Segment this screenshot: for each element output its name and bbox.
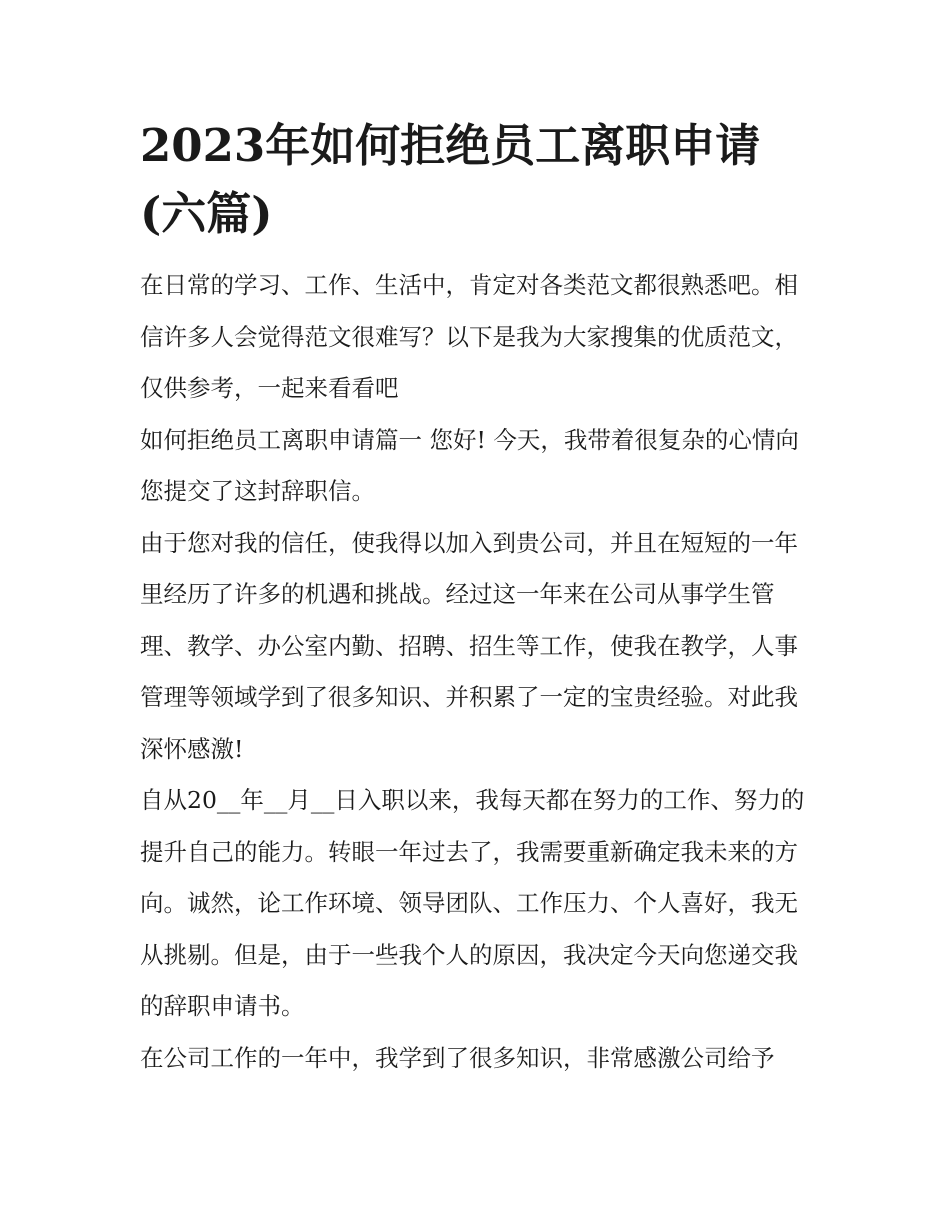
paragraph-letter-opening: 如何拒绝员工离职申请篇一 您好! 今天，我带着很复杂的心情向您提交了这封辞职信。 xyxy=(140,425,799,505)
document-title: 2023年如何拒绝员工离职申请(六篇) xyxy=(140,119,761,240)
paragraph-reason: 自从20__年__月__日入职以来，我每天都在努力的工作、努力的提升自己的能力。转眼一年过去了，我需要重新确定我未来的方向。诚然，论工作环境、领导团队、工作压力、个人喜好，我无从挑剔。但是，由于一些我个人的原因，我决定今天向您递交我的辞职申请书。 xyxy=(140,786,805,1020)
paragraph-intro: 在日常的学习、工作、生活中，肯定对各类范文都很熟悉吧。相信许多人会觉得范文很难写？以下是我为大家搜集的优质范文，仅供参考，一起来看看吧 xyxy=(140,271,798,402)
paragraph-closing: 在公司工作的一年中，我学到了很多知识，非常感激公司给予 xyxy=(140,1043,775,1072)
paragraph-gratitude: 由于您对我的信任，使我得以加入到贵公司，并且在短短的一年里经历了许多的机遇和挑战。经过这一年来在公司从事学生管理、教学、办公室内勤、招聘、招生等工作，使我在教学，人事管理等领域学到了很多知识、并积累了一定的宝贵经验。对此我深怀感激! xyxy=(140,528,798,763)
